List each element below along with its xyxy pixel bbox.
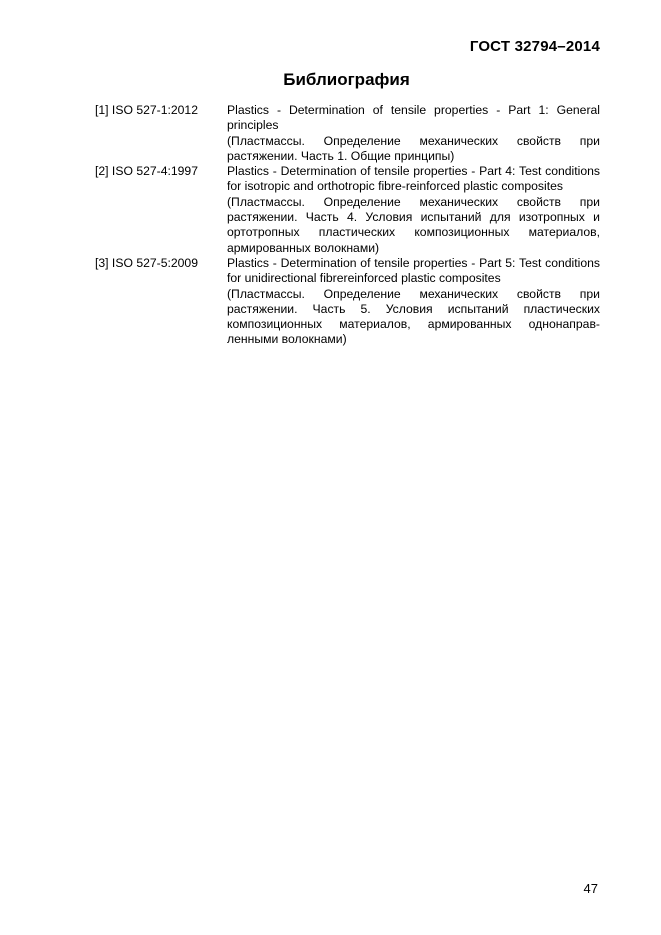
entry-title-ru: (Пластмассы. Определение механических свойств при растяжении. Часть 1. Общие принципы) bbox=[227, 133, 600, 163]
entry-reference: [2] ISO 527-4:1997 bbox=[95, 164, 198, 179]
bibliography-entry bbox=[95, 164, 600, 256]
entry-body bbox=[227, 256, 600, 348]
entry-body bbox=[227, 103, 600, 164]
entry-title-en: Plastics - Determination of tensile properties - Part 1: General principles bbox=[227, 103, 600, 133]
entry-body bbox=[227, 164, 600, 256]
page-number: 47 bbox=[583, 881, 598, 896]
entry-title-en: Plastics - Determination of tensile properties - Part 5: Test conditions for unidirectional fibrereinforced plastic composites bbox=[227, 255, 600, 286]
document-code: ГОСТ 32794–2014 bbox=[469, 38, 600, 55]
bibliography-list bbox=[95, 103, 600, 348]
entry-reference: [1] ISO 527-1:2012 bbox=[95, 103, 198, 117]
section-title: Библиография bbox=[283, 70, 410, 89]
bibliography-entry bbox=[95, 256, 600, 348]
entry-title-ru: (Пластмассы. Определение механических свойств при растяжении. Часть 5. Условия испытаний пластических композиционных материалов, армированных однонаправ-ленными волокнами) bbox=[227, 286, 600, 347]
entry-reference: [3] ISO 527-5:2009 bbox=[95, 255, 198, 270]
entry-title-en: Plastics - Determination of tensile properties - Part 4: Test conditions for isotropic and orthotropic fibre-reinforced plastic composites bbox=[227, 164, 600, 194]
bibliography-entry bbox=[95, 103, 600, 164]
entry-title-ru: (Пластмассы. Определение механических свойств при растяжении. Часть 4. Условия испытаний для изотропных и ортотропных пластических композиционных материалов, армированных волокнами) bbox=[227, 194, 600, 255]
